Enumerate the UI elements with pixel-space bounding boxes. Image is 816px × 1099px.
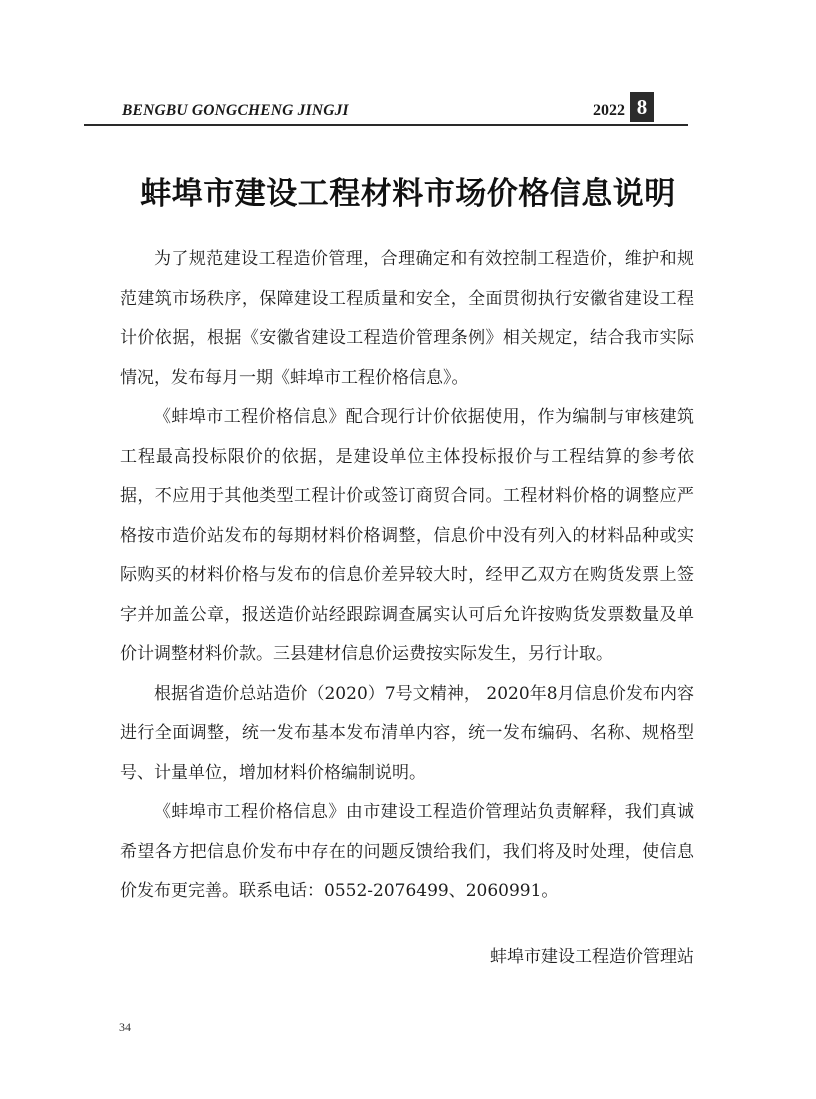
issue-number-badge: 8: [630, 92, 654, 122]
journal-name: BENGBU GONGCHENG JINGJI: [122, 102, 349, 119]
paragraph-2: 《蚌埠市工程价格信息》配合现行计价依据使用，作为编制与审核建筑工程最高投标限价的依据，是建设单位主体投标报价与工程结算的参考依据，不应用于其他类型工程计价或签订商贸合同。工程材料价格的调整应严格按市造价站发布的每期材料价格调整，信息价中没有列入的材料品种或实际购买的材料价格与发布的信息价差异较大时，经甲乙双方在购货发票上签字并加盖公章，报送造价站经跟踪调查属实认可后允许按购货发票数量及单价计调整材料价款。三县建材信息价运费按实际发生，另行计取。: [120, 407, 694, 664]
article-body: [120, 240, 694, 912]
paragraph-4: 《蚌埠市工程价格信息》由市建设工程造价管理站负责解释，我们真诚希望各方把信息价发布中存在的问题反馈给我们，我们将及时处理，使信息价发布更完善。联系电话：0552-2076499、2060991。: [120, 802, 694, 901]
issue-year: 2022: [593, 102, 625, 119]
article-title: 蚌埠市建设工程材料市场价格信息说明: [140, 176, 676, 212]
paragraph-1: 为了规范建设工程造价管理，合理确定和有效控制工程造价，维护和规范建筑市场秩序，保障建设工程质量和安全，全面贯彻执行安徽省建设工程计价依据，根据《安徽省建设工程造价管理条例》相关规定，结合我市实际情况，发布每月一期《蚌埠市工程价格信息》。: [120, 249, 694, 388]
signature-organization: 蚌埠市建设工程造价管理站: [490, 947, 694, 967]
paragraph-3: 根据省造价总站造价（2020）7号文精神， 2020年8月信息价发布内容进行全面调整，统一发布基本发布清单内容，统一发布编码、名称、规格型号、计量单位，增加材料价格编制说明。: [120, 683, 694, 783]
issue-label: [593, 92, 654, 122]
header-divider: [84, 124, 688, 126]
running-header: [84, 92, 688, 128]
page-number: 34: [119, 1020, 131, 1034]
